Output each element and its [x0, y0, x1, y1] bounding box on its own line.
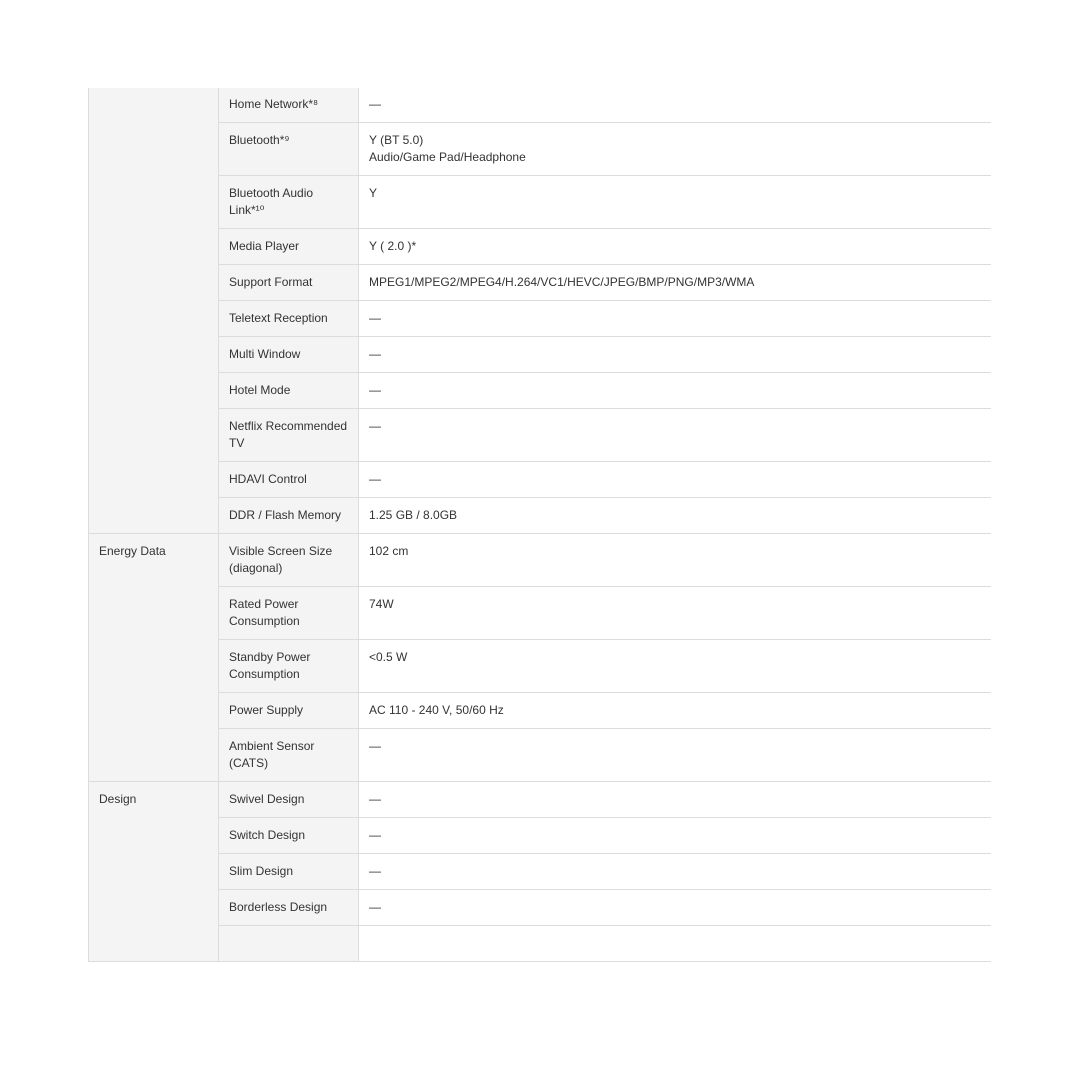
spec-value-cut — [359, 926, 992, 962]
spec-value — [359, 729, 992, 782]
spec-value — [359, 265, 992, 301]
spec-value-line: — — [369, 419, 381, 433]
spec-value-line: Audio/Game Pad/Headphone — [369, 150, 526, 164]
spec-value-line: 74W — [369, 597, 394, 611]
spec-value-line: — — [369, 900, 381, 914]
spec-table-container — [88, 88, 991, 970]
spec-table — [88, 88, 991, 962]
table-row — [89, 782, 992, 818]
spec-value-line: — — [369, 311, 381, 325]
table-row — [89, 229, 992, 265]
table-row — [89, 462, 992, 498]
spec-value-line: MPEG1/MPEG2/MPEG4/H.264/VC1/HEVC/JPEG/BMP/PNG/MP3/WMA — [369, 275, 755, 289]
spec-label: Netflix Recommended TV — [219, 409, 359, 462]
table-row — [89, 587, 992, 640]
spec-label: Visible Screen Size (diagonal) — [219, 534, 359, 587]
spec-value-line: — — [369, 472, 381, 486]
spec-value-line: <0.5 W — [369, 650, 408, 664]
table-row — [89, 337, 992, 373]
spec-value — [359, 854, 992, 890]
spec-label: Media Player — [219, 229, 359, 265]
spec-label: Standby Power Consumption — [219, 640, 359, 693]
spec-label: Ambient Sensor (CATS) — [219, 729, 359, 782]
spec-label-cut — [219, 926, 359, 962]
spec-label: Home Network*⁸ — [219, 88, 359, 123]
table-row — [89, 176, 992, 229]
category-design: Design — [89, 782, 219, 962]
spec-value — [359, 462, 992, 498]
spec-label: Support Format — [219, 265, 359, 301]
spec-value-line: — — [369, 828, 381, 842]
spec-label: Bluetooth*⁹ — [219, 123, 359, 176]
spec-label: Switch Design — [219, 818, 359, 854]
table-row — [89, 123, 992, 176]
spec-label: Power Supply — [219, 693, 359, 729]
table-row — [89, 890, 992, 926]
spec-label: Multi Window — [219, 337, 359, 373]
spec-value-line: 1.25 GB / 8.0GB — [369, 508, 458, 522]
spec-value-line: 102 cm — [369, 544, 409, 558]
table-row — [89, 854, 992, 890]
spec-label: Rated Power Consumption — [219, 587, 359, 640]
spec-value — [359, 890, 992, 926]
table-row — [89, 373, 992, 409]
spec-label: Swivel Design — [219, 782, 359, 818]
spec-value — [359, 587, 992, 640]
spec-value — [359, 693, 992, 729]
spec-label: HDAVI Control — [219, 462, 359, 498]
table-row — [89, 640, 992, 693]
table-row — [89, 409, 992, 462]
spec-label: Slim Design — [219, 854, 359, 890]
spec-label: Teletext Reception — [219, 301, 359, 337]
category-energy-data: Energy Data — [89, 534, 219, 782]
spec-value — [359, 534, 992, 587]
spec-value-line: — — [369, 792, 381, 806]
table-row — [89, 534, 992, 587]
table-row — [89, 88, 992, 123]
spec-value — [359, 373, 992, 409]
spec-value-line: — — [369, 739, 381, 753]
category-cell-previous — [89, 88, 219, 534]
spec-value — [359, 301, 992, 337]
spec-value-line: Y — [369, 186, 378, 200]
spec-value-line: — — [369, 383, 381, 397]
spec-value — [359, 782, 992, 818]
spec-value — [359, 176, 992, 229]
table-row-cut — [89, 926, 992, 962]
spec-value — [359, 498, 992, 534]
spec-label: Hotel Mode — [219, 373, 359, 409]
spec-label: Borderless Design — [219, 890, 359, 926]
spec-value-line: — — [369, 347, 381, 361]
spec-value — [359, 409, 992, 462]
spec-label: Bluetooth Audio Link*¹⁰ — [219, 176, 359, 229]
spec-value — [359, 337, 992, 373]
spec-value — [359, 123, 992, 176]
table-row — [89, 301, 992, 337]
table-row — [89, 265, 992, 301]
spec-value-line: — — [369, 97, 381, 111]
spec-value — [359, 640, 992, 693]
spec-value — [359, 229, 992, 265]
spec-value — [359, 818, 992, 854]
spec-value-line: AC 110 - 240 V, 50/60 Hz — [369, 703, 504, 717]
spec-value-line: Y (BT 5.0) — [369, 133, 424, 147]
spec-value — [359, 88, 992, 123]
table-row — [89, 693, 992, 729]
table-row — [89, 729, 992, 782]
table-row — [89, 498, 992, 534]
spec-label: DDR / Flash Memory — [219, 498, 359, 534]
spec-value-line: — — [369, 864, 381, 878]
spec-value-line: Y ( 2.0 )* — [369, 239, 417, 253]
table-row — [89, 818, 992, 854]
